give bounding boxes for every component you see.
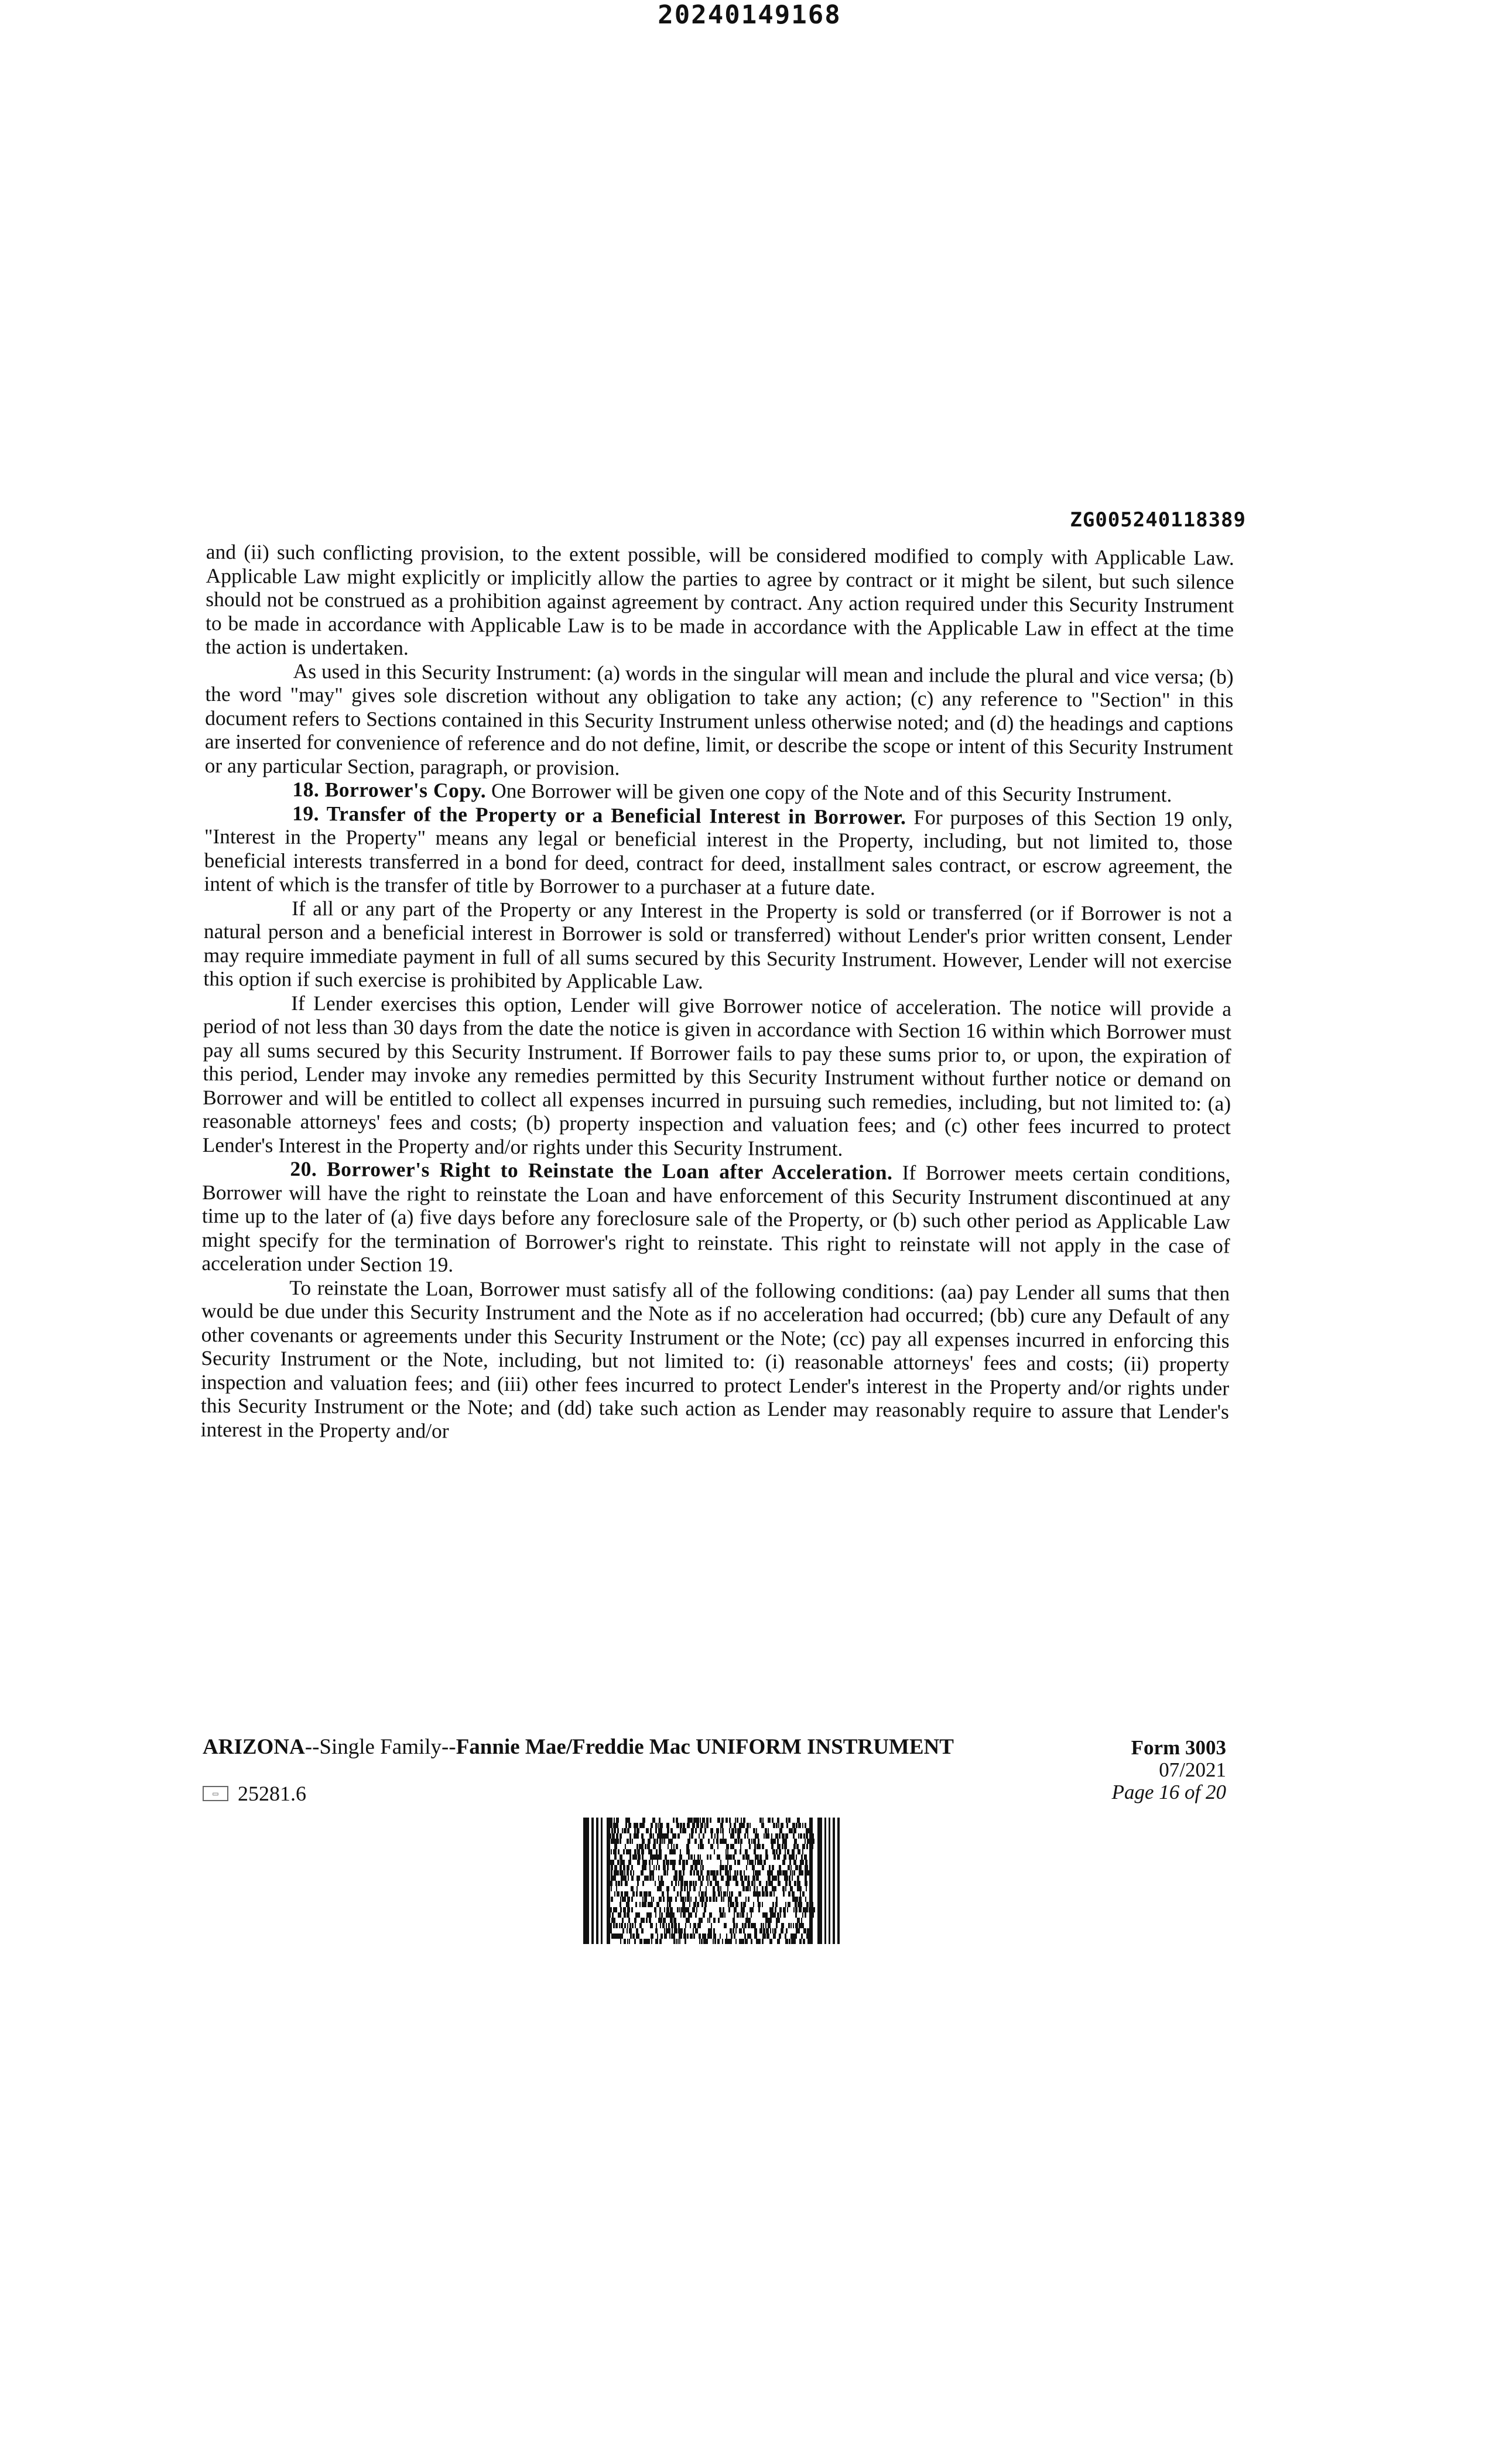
- section-19-heading: 19. Transfer of the Property or a Beneficial Interest in Borrower.: [292, 801, 906, 829]
- document-body: [201, 540, 1234, 1447]
- recording-number: 20240149168: [658, 0, 841, 30]
- section-20-text: If Borrower meets certain conditions, Borrower will have the right to reinstate the Loan and have enforcement of this Security Instrument discontinued at any time up to the later of (a) five days before any foreclosure sale of the Property, or (b) such other period as Applicable Law might specify for the termination of Borrower's right to reinstate. This right to reinstate will not apply in the case of acceleration under Section 19.: [201, 1161, 1231, 1277]
- footer-form-number: Form 3003: [1131, 1736, 1226, 1759]
- section-19-paragraph-2: If all or any part of the Property or any Interest in the Property is sold or transferred (or if Borrower is not a natural person and a beneficial interest in Borrower is sold or transferred) without Lender's prior written consent, Lender may require immediate payment in full of all sums secured by this Security Instrument. However, Lender will not exercise this option if such exercise is prohibited by Applicable Law.: [203, 896, 1233, 994]
- footer-doc-code: [203, 1781, 306, 1806]
- section-18-heading: 18. Borrower's Copy.: [292, 777, 487, 802]
- section-20-paragraph-2: To reinstate the Loan, Borrower must satisfy all of the following conditions: (aa) pay Lender all sums that then would be due under this Security Instrument and the Note as if no acceleration had occurred; (bb) cure any Default of any other covenants or agreements under this Security Instrument or the Note; (cc) pay all expenses incurred in enforcing this Security Instrument or the Note, including, but not limited to: (i) reasonable attorneys' fees and costs; (ii) property inspection and valuation fees; and (iii) other fees incurred to protect Lender's interest in the Property and/or rights under this Security Instrument or the Note; and (dd) take such action as Lender may reasonably require to assure that Lender's interest in the Property and/or: [200, 1275, 1230, 1443]
- footer-state: ARIZONA: [203, 1735, 305, 1759]
- section-19-text: For purposes of this Section 19 only, "Interest in the Property" means any legal or beneficial interest in the Property, including, but not limited to, those beneficial interests transferred in a bond for deed, contract for deed, installment sales contract, or escrow agreement, the intent of which is the transfer of title by Borrower to a purchaser at a future date.: [204, 805, 1233, 899]
- footer-page-number: Page 16 of 20: [1111, 1781, 1226, 1803]
- footer-form-date: 07/2021: [1159, 1758, 1226, 1781]
- section-18-text: One Borrower will be given one copy of the Note and of this Security Instrument.: [486, 778, 1172, 807]
- loan-number: ZG005240118389: [1070, 508, 1246, 532]
- footer-doc-code-number: 25281.6: [238, 1782, 306, 1805]
- footer-form-info: [1097, 1737, 1226, 1803]
- vendor-logo-icon: ▭: [203, 1786, 228, 1801]
- barcode-icon: [583, 1818, 840, 1944]
- footer-title-plain: --Single Family--: [304, 1735, 456, 1759]
- section-19: [204, 800, 1233, 902]
- paragraph-definitions-usage: As used in this Security Instrument: (a) words in the singular will mean and include the plural and vice versa; (b) the word "may" gives sole discretion without any obligation to take any action; (c) any reference to "Section" in this document refers to Sections contained in this Security Instrument unless otherwise noted; and (d) the headings and captions are inserted for convenience of reference and do not define, limit, or describe the scope or intent of this Security Instrument or any particular Section, paragraph, or provision.: [204, 659, 1234, 779]
- section-19-paragraph-3: If Lender exercises this option, Lender will give Borrower notice of acceleration. The notice will provide a period of not less than 30 days from the date the notice is given in accordance with Section 16 within which Borrower must pay all sums secured by this Security Instrument. If Borrower fails to pay these sums prior to, or upon, the expiration of this period, Lender may invoke any remedies permitted by this Security Instrument without further notice or demand on Borrower and will be entitled to collect all expenses incurred in pursuing such remedies, including, but not limited to: (a) reasonable attorneys' fees and costs; (b) property inspection and valuation fees; and (c) other fees incurred to protect Lender's Interest in the Property and/or rights under this Security Instrument.: [202, 991, 1232, 1161]
- section-20: [201, 1156, 1230, 1281]
- section-20-heading: 20. Borrower's Right to Reinstate the Loan after Acceleration.: [290, 1156, 893, 1185]
- paragraph-conflicting-provision: and (ii) such conflicting provision, to the extent possible, will be considered modified to comply with Applicable Law. Applicable Law might explicitly or implicitly allow the parties to agree by contract or it might be silent, but such silence should not be construed as a prohibition against agreement by contract. Any action required under this Security Instrument to be made in accordance with Applicable Law is to be made in accordance with the Applicable Law in effect at the time the action is undertaken.: [205, 540, 1234, 660]
- footer-instrument-title: [203, 1734, 954, 1760]
- footer-title-bold: Fannie Mae/Freddie Mac UNIFORM INSTRUMENT: [456, 1735, 954, 1759]
